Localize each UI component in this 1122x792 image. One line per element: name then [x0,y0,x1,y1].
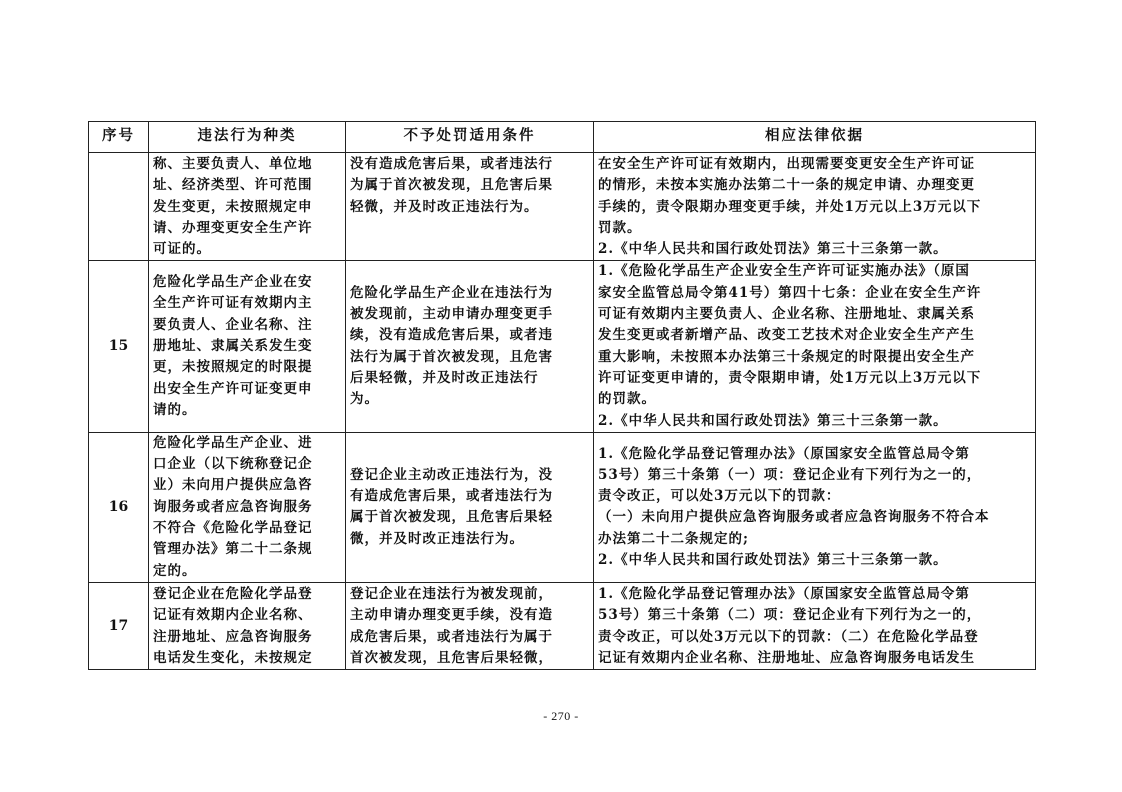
violation-line: 请的。 [153,401,197,418]
basis-line: 罚款。 [598,219,642,236]
condition-line: 危险化学品生产企业在违法行为 [350,284,553,301]
row-serial-number [89,153,149,261]
legal-basis-cell [594,432,1036,582]
violation-line: 称、主要负责人、单位地 [153,156,313,172]
violation-cell [149,432,346,582]
violation-line: 危险化学品生产企业、进 [153,434,313,451]
basis-line: 1.《危险化学品登记管理办法》（原国家安全监管总局令第 [598,445,970,462]
header-serial-number: 序号 [89,122,149,153]
condition-line: 属于首次被发现，且危害后果轻 [350,509,553,526]
basis-line: 2.《中华人民共和国行政处罚法》第三十三条第一款。 [598,412,948,429]
basis-line: 责令改正，可以处3万元以下的罚款：（二）在危险化学品登 [598,628,979,645]
violation-line: 记证有效期内企业名称、 [153,607,313,624]
violation-line: 册地址、隶属关系发生变 [153,338,313,355]
legal-basis-cell [594,153,1036,261]
row-serial-number: 15 [89,261,149,432]
condition-line: 后果轻微，并及时改正违法行 [350,369,539,386]
table-header-row [89,122,1036,153]
condition-line: 登记企业主动改正违法行为，没 [350,466,553,483]
basis-line: 的情形，未按本实施办法第二十一条的规定申请、办理变更 [598,177,975,194]
basis-line: 办法第二十二条规定的; [598,530,749,547]
condition-cell [346,432,594,582]
condition-line: 轻微，并及时改正违法行为。 [350,198,539,215]
basis-line: 家安全监管总局令第41号）第四十七条：企业在安全生产许 [598,284,982,301]
basis-line: 1.《危险化学品登记管理办法》（原国家安全监管总局令第 [598,585,970,602]
violation-line: 定的。 [153,562,197,579]
violation-line: 要负责人、企业名称、注 [153,316,313,333]
basis-line: 53号）第三十条第（二）项：登记企业有下列行为之一的， [598,607,982,624]
legal-basis-cell [594,261,1036,432]
violation-line: 口企业（以下统称登记企 [153,456,313,473]
basis-line: 许可证变更申请的，责令限期申请，处1万元以上3万元以下 [598,369,982,386]
page-number: - 270 - [543,709,579,723]
violation-line: 管理办法》第二十二条规 [153,541,313,558]
violation-line: 更，未按照规定的时限提 [153,359,313,376]
row-serial-number: 17 [89,582,149,669]
condition-line: 微，并及时改正违法行为。 [350,530,524,547]
basis-line: 在安全生产许可证有效期内，出现需要变更安全生产许可证 [598,156,975,172]
condition-line: 被发现前，主动申请办理变更手 [350,306,553,323]
violation-cell [149,153,346,261]
condition-cell [346,582,594,669]
violation-line: 登记企业在危险化学品登 [153,585,313,602]
condition-line: 续，没有造成危害后果，或者违 [350,327,553,344]
header-legal-basis: 相应法律依据 [594,122,1036,153]
violation-line: 注册地址、应急咨询服务 [153,628,313,645]
condition-line: 有造成危害后果，或者违法行为 [350,488,553,505]
violation-line: 址、经济类型、许可范围 [153,177,313,194]
violation-line: 发生变更，未按照规定申 [153,198,313,215]
basis-line: 2.《中华人民共和国行政处罚法》第三十三条第一款。 [598,551,948,568]
violation-line: 出安全生产许可证变更申 [153,380,313,397]
header-exemption-condition: 不予处罚适用条件 [346,122,594,153]
row-serial-number: 16 [89,432,149,582]
basis-line: 53号）第三十条第（一）项：登记企业有下列行为之一的， [598,466,982,483]
violation-line: 询服务或者应急咨询服务 [153,498,313,515]
violation-line: 危险化学品生产企业在安 [153,274,313,291]
basis-line: （一）未向用户提供应急咨询服务或者应急咨询服务不符合本 [598,509,990,526]
condition-line: 成危害后果，或者违法行为属于 [350,628,553,645]
basis-line: 重大影响，未按照本办法第三十条规定的时限提出安全生产 [598,348,975,365]
table-row [89,582,1036,669]
condition-line: 首次被发现，且危害后果轻微， [350,649,553,666]
violation-line: 业）未向用户提供应急咨 [153,477,313,494]
condition-cell [346,153,594,261]
basis-line: 责令改正，可以处3万元以下的罚款： [598,488,841,505]
condition-line: 为。 [350,391,379,408]
condition-line: 没有造成危害后果，或者违法行 [350,156,553,172]
violation-line: 请、办理变更安全生产许 [153,219,313,236]
violation-line: 全生产许可证有效期内主 [153,295,313,312]
violation-line: 可证的。 [153,241,211,258]
condition-line: 登记企业在违法行为被发现前， [350,585,553,602]
basis-line: 可证有效期内主要负责人、企业名称、注册地址、隶属关系 [598,306,975,323]
table-row [89,261,1036,432]
condition-cell [346,261,594,432]
basis-line: 手续的，责令限期办理变更手续，并处1万元以上3万元以下 [598,198,982,215]
violation-cell [149,261,346,432]
table-row [89,432,1036,582]
table-row [89,153,1036,261]
regulation-table [88,121,1036,670]
violation-line: 不符合《危险化学品登记 [153,520,313,537]
basis-line: 发生变更或者新增产品、改变工艺技术对企业安全生产产生 [598,327,975,344]
header-violation-type: 违法行为种类 [149,122,346,153]
basis-line: 2.《中华人民共和国行政处罚法》第三十三条第一款。 [598,241,948,258]
basis-line: 1.《危险化学品生产企业安全生产许可证实施办法》（原国 [598,263,970,280]
condition-line: 主动申请办理变更手续，没有造 [350,607,553,624]
condition-line: 为属于首次被发现，且危害后果 [350,177,553,194]
basis-line: 的罚款。 [598,391,656,408]
condition-line: 法行为属于首次被发现，且危害 [350,348,553,365]
violation-cell [149,582,346,669]
basis-line: 记证有效期内企业名称、注册地址、应急咨询服务电话发生 [598,649,975,666]
legal-basis-cell [594,582,1036,669]
violation-line: 电话发生变化，未按规定 [153,649,313,666]
